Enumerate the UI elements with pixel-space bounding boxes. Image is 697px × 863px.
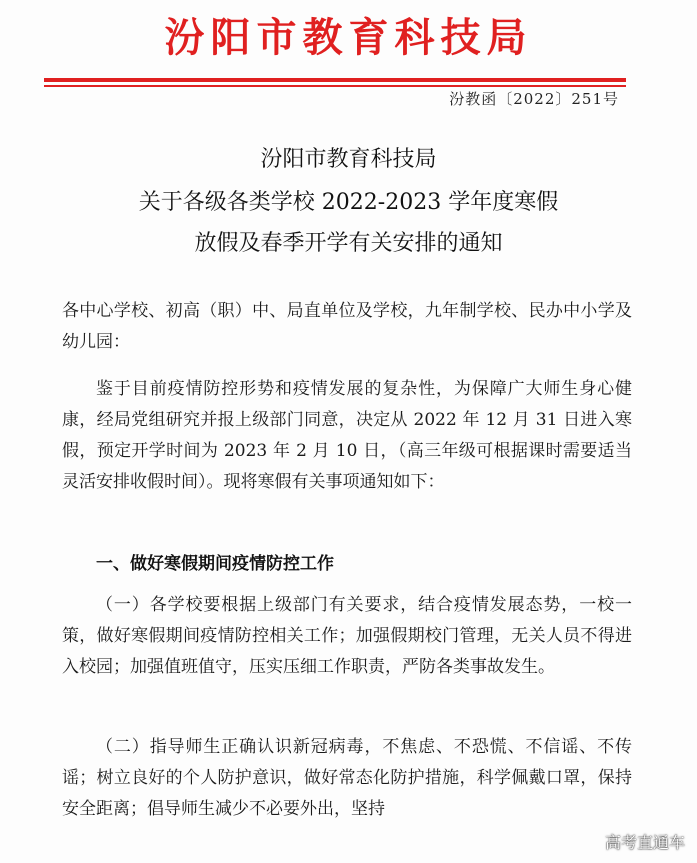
- letterhead-red-rule-thin: [44, 85, 626, 87]
- item-1-block: [62, 590, 632, 683]
- title-line-1: 汾阳市教育科技局: [260, 147, 437, 172]
- section-1-heading: 一、做好寒假期间疫情防控工作: [96, 554, 334, 574]
- document-number: 汾教函〔2022〕251号: [449, 90, 619, 108]
- addressee-paragraph: 各中心学校、初高（职）中、局直单位及学校，九年制学校、民办中小学及幼儿园：: [62, 301, 632, 352]
- intro-paragraph: 鉴于目前疫情防控形势和疫情发展的复杂性，为保障广大师生身心健康，经局党组研究并报上级部门同意，决定从 2022 年 12 月 31 日进入寒假，预定开学时间为 2023 年 2 月 10 日，（高三年级可根据课时需要适当灵活安排收假时间）。现将寒假有关事项通知如下：: [62, 379, 632, 492]
- title-line-3: 放假及春季开学有关安排的通知: [194, 231, 503, 256]
- item-1-paragraph: （一）各学校要根据上级部门有关要求，结合疫情发展态势，一校一策，做好寒假期间疫情防控相关工作；加强假期校门管理，无关人员不得进入校园；加强值班值守，压实压细工作职责，严防各类事故发生。: [62, 595, 632, 677]
- letterhead-org-name: 汾阳市教育科技局: [164, 15, 533, 61]
- watermark-text: 高考直通车: [604, 833, 685, 852]
- title-line-2: 关于各级各类学校 2022-2023 学年度寒假: [138, 190, 559, 215]
- intro-block: [62, 374, 632, 498]
- item-2-paragraph: （二）指导师生正确认识新冠病毒，不焦虑、不恐慌、不信谣、不传谣；树立良好的个人防护意识，做好常态化防护措施，科学佩戴口罩，保持安全距离；倡导师生减少不必要外出，坚持: [62, 737, 632, 819]
- addressee-block: [62, 296, 632, 358]
- item-2-block: [62, 732, 632, 825]
- letterhead-red-rule-thick: [44, 78, 626, 82]
